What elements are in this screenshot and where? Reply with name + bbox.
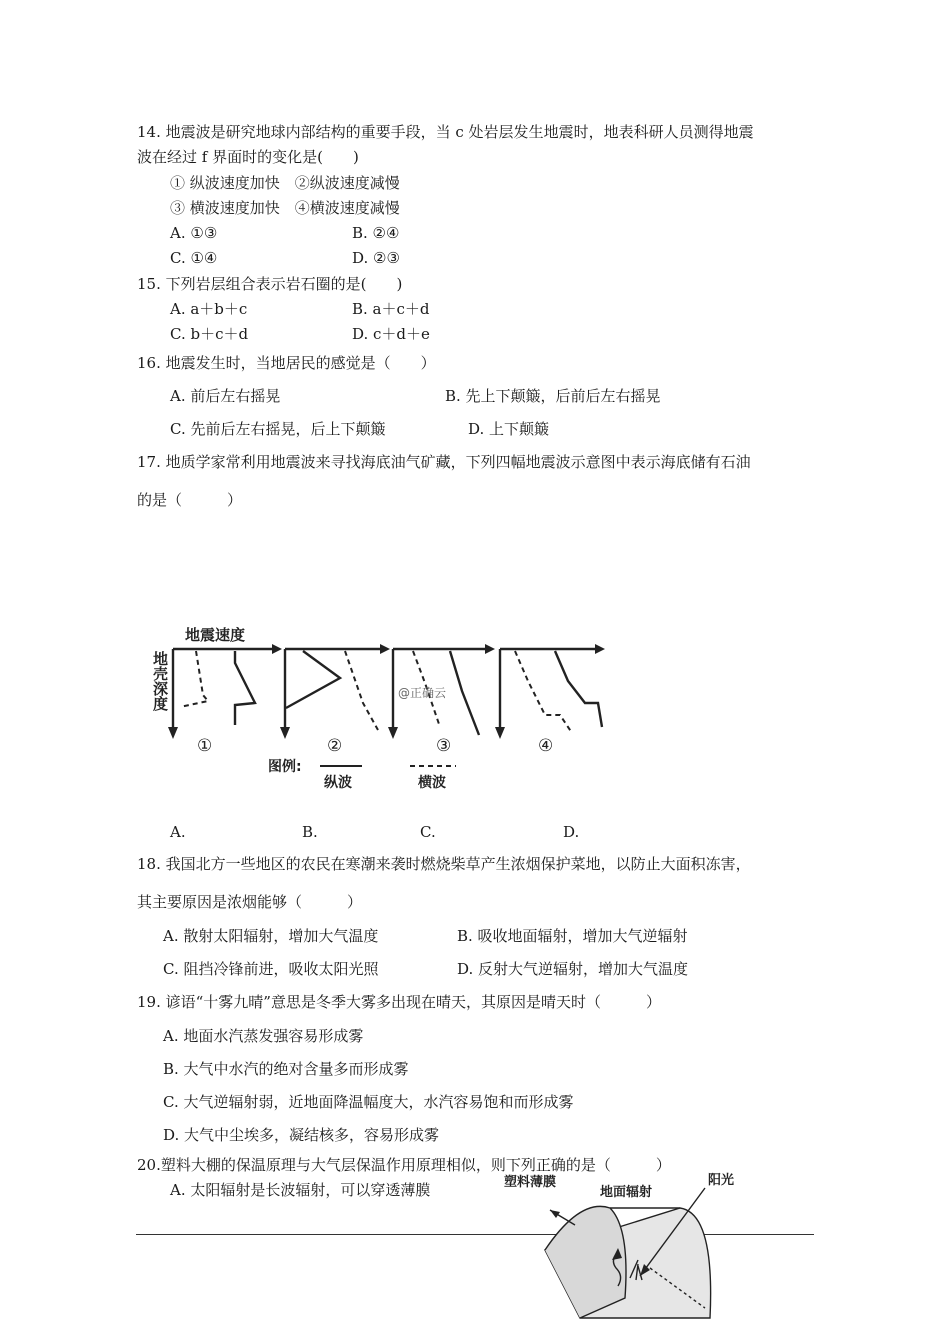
panel-label-1: ① [197, 736, 213, 756]
axis-y-label: 地壳深度 [151, 651, 169, 711]
q18-option-d: D. 反射大气逆辐射，增加大气温度 [457, 960, 689, 978]
q15-option-c: C. b＋c＋d [170, 325, 249, 343]
panel-label-4: ④ [538, 736, 554, 756]
panel4-y-arrowhead [495, 727, 505, 739]
label-film: 塑料薄膜 [504, 1175, 557, 1190]
axis-x-label: 地震速度 [185, 626, 246, 644]
q16-stem: 16. 地震发生时，当地居民的感觉是（ ） [137, 354, 436, 372]
q15-option-d: D. c＋d＋e [352, 325, 430, 343]
q18-option-a: A. 散射太阳辐射，增加大气温度 [163, 927, 379, 945]
legend-title: 图例: [268, 759, 302, 775]
panel2-p-wave [286, 651, 340, 708]
seismic-wave-figure [140, 615, 620, 800]
panel3-y-arrowhead [388, 727, 398, 739]
panel-label-3: ③ [436, 736, 452, 756]
q19-option-b: B. 大气中水汽的绝对含量多而形成雾 [163, 1060, 409, 1078]
q17-option-a: A. [170, 823, 186, 841]
q14-option-c: C. ①④ [170, 249, 218, 267]
q14-stem-line2: 波在经过 f 界面时的变化是( ) [137, 148, 359, 166]
q17-option-b: B. [302, 823, 318, 841]
q16-option-d: D. 上下颠簸 [468, 420, 550, 438]
q17-option-c: C. [420, 823, 436, 841]
q19-option-c: C. 大气逆辐射弱，近地面降温幅度大，水汽容易饱和而形成雾 [163, 1093, 574, 1111]
q19-option-a: A. 地面水汽蒸发强容易形成雾 [163, 1027, 364, 1045]
q15-option-a: A. a＋b＋c [170, 300, 248, 318]
q14-option-b: B. ②④ [352, 224, 400, 242]
panel1-x-arrowhead [272, 644, 282, 654]
q18-option-c: C. 阻挡冷锋前进，吸收太阳光照 [163, 960, 379, 978]
q20-option-a: A. 太阳辐射是长波辐射，可以穿透薄膜 [170, 1181, 431, 1199]
q16-option-b: B. 先上下颠簸，后前后左右摇晃 [445, 387, 661, 405]
label-ground-radiation: 地面辐射 [600, 1185, 653, 1200]
panel1-p-wave [235, 651, 255, 725]
q16-option-a: A. 前后左右摇晃 [170, 387, 281, 405]
q14-option-d: D. ②③ [352, 249, 400, 267]
panel2-x-arrowhead [380, 644, 390, 654]
q18-stem-line1: 18. 我国北方一些地区的农民在寒潮来袭时燃烧柴草产生浓烟保护菜地，以防止大面积冻害， [137, 855, 751, 873]
panel-label-2: ② [327, 736, 343, 756]
q17-stem-line2: 的是（ ） [137, 491, 243, 509]
q18-option-b: B. 吸收地面辐射，增加大气逆辐射 [457, 927, 688, 945]
legend-dashed-label: 横波 [418, 775, 446, 791]
panel1-y-arrowhead [168, 727, 178, 739]
panel2-y-arrowhead [280, 727, 290, 739]
label-sunlight: 阳光 [708, 1173, 735, 1188]
panel4-s-wave [515, 651, 572, 733]
panel4-p-wave [555, 651, 602, 727]
panel3-p-wave [450, 651, 479, 735]
q18-stem-line2: 其主要原因是浓烟能够（ ） [137, 893, 363, 911]
legend-solid-label: 纵波 [324, 775, 352, 791]
q15-stem: 15. 下列岩层组合表示岩石圈的是( ) [137, 275, 403, 293]
q15-option-b: B. a＋c＋d [352, 300, 430, 318]
q14-items-line2: ③ 横波速度加快 ④横波速度减慢 [170, 199, 400, 217]
q17-stem-line1: 17. 地质学家常利用地震波来寻找海底油气矿藏，下列四幅地震波示意图中表示海底储有石油 [137, 453, 751, 471]
panel4-x-arrowhead [595, 644, 605, 654]
panel1-s-wave [180, 651, 208, 707]
watermark: @正确云 [398, 686, 447, 700]
q14-stem-line1: 14. 地震波是研究地球内部结构的重要手段，当 c 处岩层发生地震时，地表科研人员测得地震 [137, 123, 754, 141]
panel3-x-arrowhead [485, 644, 495, 654]
q17-option-d: D. [563, 823, 580, 841]
q14-option-a: A. ①③ [170, 224, 218, 242]
q19-option-d: D. 大气中尘埃多，凝结核多，容易形成雾 [163, 1126, 440, 1144]
greenhouse-figure [500, 1168, 740, 1338]
q19-stem: 19. 谚语“十雾九晴”意思是冬季大雾多出现在晴天，其原因是晴天时（ ） [137, 993, 661, 1011]
panel2-s-wave [345, 651, 378, 730]
q14-items-line1: ① 纵波速度加快 ②纵波速度减慢 [170, 174, 400, 192]
q20-stem: 20.塑料大棚的保温原理与大气层保温作用原理相似，则下列正确的是（ ） [137, 1156, 671, 1174]
q16-option-c: C. 先前后左右摇晃，后上下颠簸 [170, 420, 386, 438]
